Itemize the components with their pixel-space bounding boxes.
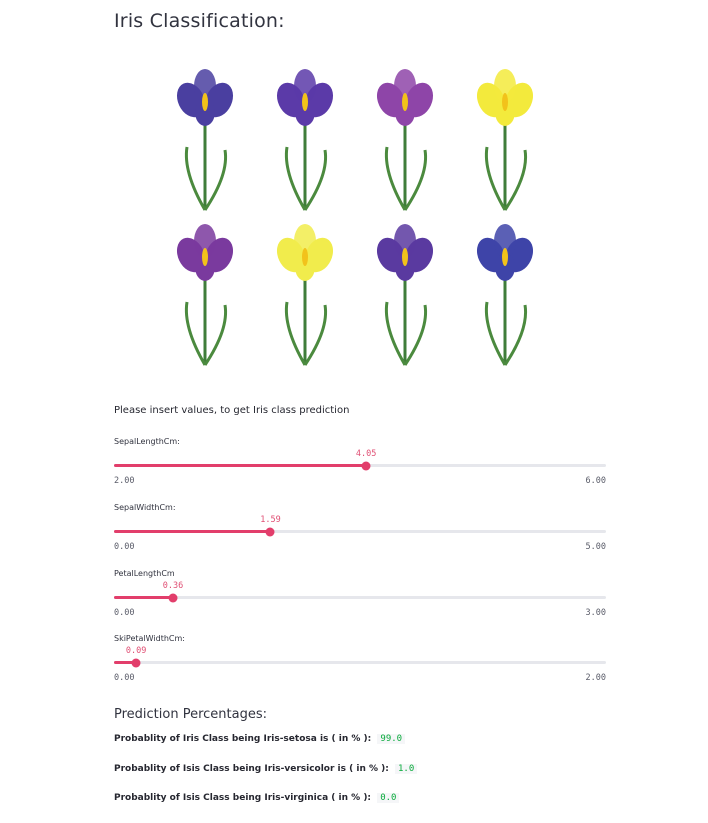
prediction-label: Probablity of Isis Class being Iris-virginica ( in % ):	[114, 793, 372, 803]
slider-label: SepalLengthCm:	[114, 437, 180, 446]
slider-max: 6.00	[585, 476, 606, 486]
slider-max: 3.00	[585, 608, 606, 618]
slider-thumb[interactable]	[169, 593, 178, 602]
slider-min: 0.00	[114, 673, 135, 683]
slider-label: PetalLengthCm	[114, 569, 175, 578]
slider-value: 4.05	[355, 449, 377, 459]
prediction-label: Probablity of Iris Class being Iris-setosa is ( in % ):	[114, 734, 372, 744]
slider-fill	[114, 530, 270, 533]
iris-flower	[172, 69, 239, 210]
prediction-value: 0.0	[377, 793, 399, 803]
iris-flower	[472, 69, 539, 210]
insert-values-prompt: Please insert values, to get Iris class prediction	[114, 405, 350, 416]
slider-petal-length[interactable]	[114, 569, 606, 629]
slider-min: 2.00	[114, 476, 135, 486]
slider-sepal-width[interactable]	[114, 503, 606, 563]
iris-flower	[372, 69, 439, 210]
slider-value: 1.59	[260, 515, 281, 525]
slider-track[interactable]	[114, 596, 606, 599]
slider-label: SepalWidthCm:	[114, 503, 176, 512]
prediction-label: Probablity of Isis Class being Iris-versicolor is ( in % ):	[114, 764, 389, 774]
slider-min: 0.00	[114, 542, 135, 552]
page-title: Iris Classification:	[114, 10, 285, 32]
prediction-setosa	[114, 734, 405, 744]
prediction-value: 99.0	[377, 734, 405, 744]
slider-sepal-length[interactable]	[114, 437, 606, 497]
prediction-versicolor	[114, 764, 417, 774]
iris-flower	[372, 224, 439, 365]
iris-flowers-image	[150, 52, 570, 372]
slider-fill	[114, 464, 366, 467]
prediction-value: 1.0	[395, 764, 417, 774]
slider-petal-width[interactable]	[114, 634, 606, 694]
iris-flower	[172, 224, 239, 365]
slider-value: 0.09	[125, 646, 147, 656]
iris-flower	[272, 224, 339, 365]
slider-fill	[114, 596, 173, 599]
prediction-virginica	[114, 793, 399, 803]
iris-flower	[472, 224, 539, 365]
prediction-title: Prediction Percentages:	[114, 707, 267, 722]
slider-label: SkiPetalWidthCm:	[114, 634, 185, 643]
slider-max: 5.00	[585, 542, 606, 552]
slider-thumb[interactable]	[362, 461, 371, 470]
iris-flower	[272, 69, 339, 210]
slider-thumb[interactable]	[266, 527, 275, 536]
slider-value: 0.36	[162, 581, 184, 591]
slider-thumb[interactable]	[132, 658, 141, 667]
slider-min: 0.00	[114, 608, 135, 618]
slider-track[interactable]	[114, 661, 606, 664]
slider-max: 2.00	[585, 673, 606, 683]
